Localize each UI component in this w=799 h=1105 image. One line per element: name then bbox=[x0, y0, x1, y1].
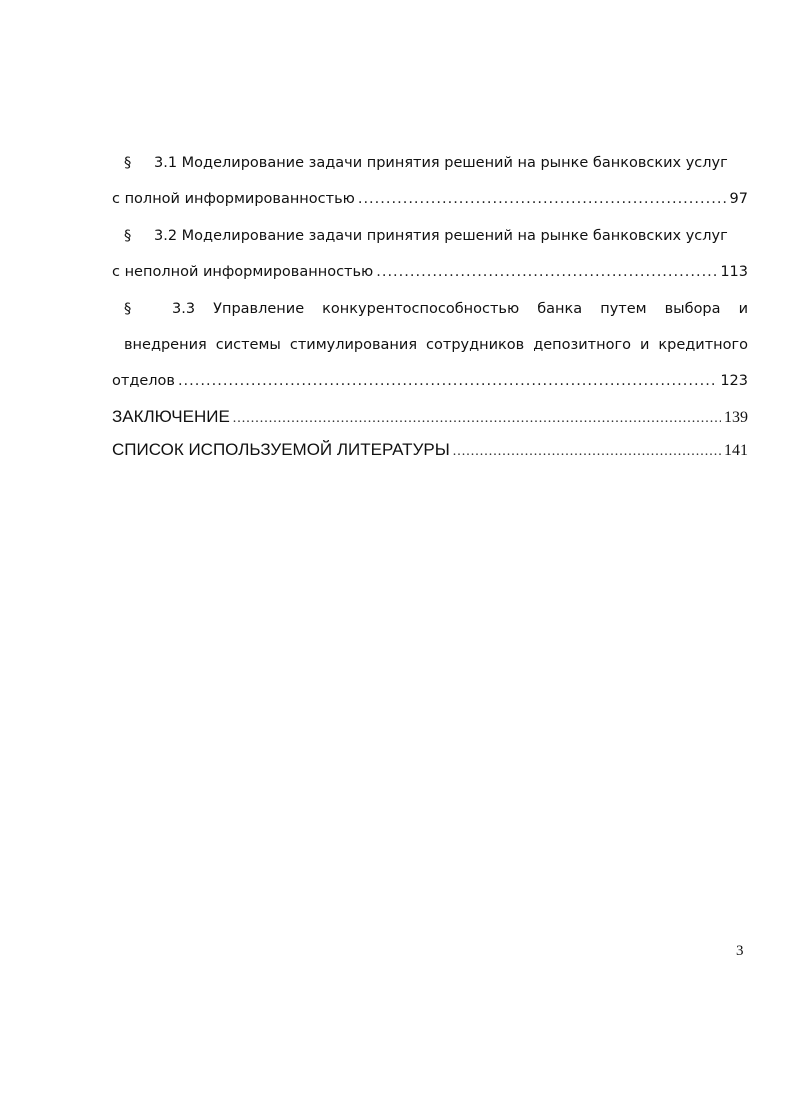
toc-entry-first-line bbox=[112, 218, 748, 254]
page-ref: 141 bbox=[724, 442, 748, 459]
toc-entry-last-line bbox=[112, 254, 748, 290]
section-sign: § bbox=[124, 301, 132, 317]
entry-title: Управление конкурентоспособностью банка путем выбора и bbox=[213, 301, 748, 317]
dot-leader bbox=[453, 435, 721, 468]
toc-entry-3-2[interactable] bbox=[112, 218, 748, 290]
section-number: 3.2 bbox=[154, 228, 178, 244]
toc-entry-first-line bbox=[112, 145, 748, 181]
page-ref: 123 bbox=[720, 373, 748, 389]
dot-leader bbox=[233, 402, 721, 435]
dot-leader bbox=[178, 363, 717, 399]
dot-leader bbox=[376, 254, 717, 290]
toc-entry-conclusion[interactable] bbox=[112, 400, 748, 433]
entry-title-continuation: внедрения системы стимулирования сотрудников депозитного и кредитного bbox=[124, 337, 748, 353]
section-number: 3.3 bbox=[172, 301, 196, 317]
toc-entry-3-1[interactable] bbox=[112, 145, 748, 217]
section-number: 3.1 bbox=[154, 155, 178, 171]
table-of-contents bbox=[112, 145, 748, 466]
toc-entry-references[interactable] bbox=[112, 433, 748, 466]
dot-leader bbox=[358, 181, 727, 217]
toc-entry-first-line bbox=[112, 291, 748, 327]
toc-entry-middle-line bbox=[112, 327, 748, 363]
entry-title-continuation: отделов bbox=[112, 373, 175, 389]
entry-title: ЗАКЛЮЧЕНИЕ bbox=[112, 407, 230, 426]
page-number: 3 bbox=[736, 943, 744, 959]
section-sign: § bbox=[124, 155, 132, 171]
page-ref: 139 bbox=[724, 409, 748, 426]
entry-title: Моделирование задачи принятия решений на рынке банковских услуг bbox=[181, 228, 728, 244]
page-ref: 97 bbox=[729, 191, 748, 207]
toc-entry-last-line bbox=[112, 363, 748, 399]
page-ref: 113 bbox=[720, 264, 748, 280]
entry-title-continuation: с полной информированностью bbox=[112, 191, 355, 207]
toc-entry-3-3[interactable] bbox=[112, 291, 748, 399]
entry-title: СПИСОК ИСПОЛЬЗУЕМОЙ ЛИТЕРАТУРЫ bbox=[112, 440, 450, 459]
entry-title: Моделирование задачи принятия решений на рынке банковских услуг bbox=[181, 155, 728, 171]
section-sign: § bbox=[124, 228, 132, 244]
entry-title-continuation: с неполной информированностью bbox=[112, 264, 374, 280]
toc-entry-last-line bbox=[112, 181, 748, 217]
